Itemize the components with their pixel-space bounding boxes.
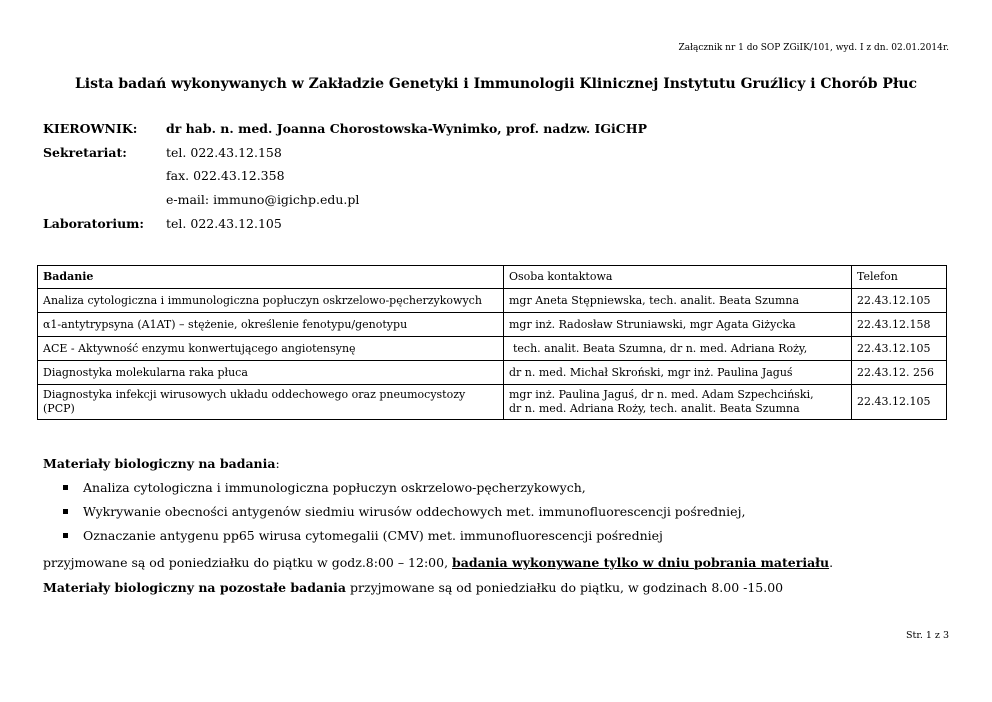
- contact-email-row: [43, 192, 359, 207]
- col-header-test: Badanie: [38, 266, 504, 289]
- hours-note: [43, 555, 833, 570]
- cell-test: Diagnostyka molekularna raka płuca: [38, 361, 504, 385]
- page-title: Lista badań wykonywanych w Zakładzie Genetyki i Immunologii Klinicznej Instytutu Gruźlicy i Chorób Płuc: [74, 76, 918, 92]
- cell-contact-line2: dr n. med. Adriana Roży, tech. analit. Beata Szumna: [509, 402, 800, 415]
- contact-secretariat-row: [43, 145, 282, 160]
- contact-fax-row: [43, 168, 285, 183]
- cell-contact: dr n. med. Michał Skroński, mgr inż. Paulina Jaguś: [504, 361, 852, 385]
- hours-text: przyjmowane są od poniedziałku do piątku w godz.8:00 – 12:00,: [43, 555, 453, 570]
- list-item: [43, 528, 745, 552]
- hours-emphasis: badania wykonywane tylko w dniu pobrania materiału: [452, 555, 830, 570]
- other-materials-bold: Materiały biologiczny na pozostałe badania: [43, 580, 347, 595]
- secretariat-tel: tel. 022.43.12.158: [166, 145, 282, 160]
- col-header-phone: Telefon: [852, 266, 947, 289]
- materials-heading-colon: :: [275, 456, 280, 471]
- cell-test: Diagnostyka infekcji wirusowych układu oddechowego oraz pneumocystozy (PCP): [38, 385, 504, 420]
- annex-note: Załącznik nr 1 do SOP ZGiIK/101, wyd. I z dn. 02.01.2014r.: [678, 43, 949, 53]
- secretariat-label: Sekretariat:: [43, 145, 127, 160]
- cell-contact: mgr Aneta Stępniewska, tech. analit. Beata Szumna: [504, 289, 852, 313]
- contact-lab-row: [43, 216, 282, 231]
- list-item: [43, 504, 745, 528]
- table-row: [38, 361, 947, 385]
- secretariat-fax: fax. 022.43.12.358: [166, 168, 285, 183]
- secretariat-email[interactable]: e-mail: immuno@igichp.edu.pl: [166, 192, 360, 207]
- cell-phone: 22.43.12.158: [852, 313, 947, 337]
- bullet-icon: [63, 533, 68, 538]
- cell-test: α1-antytrypsyna (A1AT) – stężenie, określenie fenotypu/genotypu: [38, 313, 504, 337]
- hours-end: .: [829, 555, 834, 570]
- cell-contact-line1: mgr inż. Paulina Jaguś, dr n. med. Adam Szpechciński,: [509, 388, 814, 401]
- col-header-contact: Osoba kontaktowa: [504, 266, 852, 289]
- cell-phone: 22.43.12.105: [852, 385, 947, 420]
- cell-contact: [504, 385, 852, 420]
- cell-test: Analiza cytologiczna i immunologiczna popłuczyn oskrzelowo-pęcherzykowych: [38, 289, 504, 313]
- cell-phone: 22.43.12.105: [852, 289, 947, 313]
- other-materials-text: przyjmowane są od poniedziałku do piątku, w godzinach 8.00 -15.00: [346, 580, 784, 595]
- cell-test: ACE - Aktywność enzymu konwertującego angiotensynę: [38, 337, 504, 361]
- head-label: KIEROWNIK:: [43, 121, 138, 136]
- cell-phone: 22.43.12.105: [852, 337, 947, 361]
- lab-tel: tel. 022.43.12.105: [166, 216, 282, 231]
- page-number: Str. 1 z 3: [906, 630, 949, 641]
- materials-list: [43, 480, 745, 552]
- table-row: [38, 289, 947, 313]
- head-value: dr hab. n. med. Joanna Chorostowska-Wynimko, prof. nadzw. IGiCHP: [166, 121, 647, 136]
- cell-phone: 22.43.12. 256: [852, 361, 947, 385]
- lab-label: Laboratorium:: [43, 216, 145, 231]
- tests-table: [37, 265, 947, 420]
- materials-heading: [43, 456, 280, 471]
- list-item-text: Wykrywanie obecności antygenów siedmiu wirusów oddechowych met. immunofluorescencji pośredniej,: [83, 504, 746, 519]
- list-item-text: Oznaczanie antygenu pp65 wirusa cytomegalii (CMV) met. immunofluorescencji pośredniej: [83, 528, 663, 543]
- cell-contact: mgr inż. Radosław Struniawski, mgr Agata Giżycka: [504, 313, 852, 337]
- table-row: [38, 385, 947, 420]
- table-row: [38, 313, 947, 337]
- list-item: [43, 480, 745, 504]
- contact-head-row: [43, 121, 647, 136]
- other-materials-note: [43, 580, 783, 595]
- bullet-icon: [63, 485, 68, 490]
- materials-heading-text: Materiały biologiczny na badania: [43, 456, 276, 471]
- list-item-text: Analiza cytologiczna i immunologiczna popłuczyn oskrzelowo-pęcherzykowych,: [83, 480, 586, 495]
- table-header-row: [38, 266, 947, 289]
- table-row: [38, 337, 947, 361]
- cell-contact: tech. analit. Beata Szumna, dr n. med. Adriana Roży,: [504, 337, 852, 361]
- bullet-icon: [63, 509, 68, 514]
